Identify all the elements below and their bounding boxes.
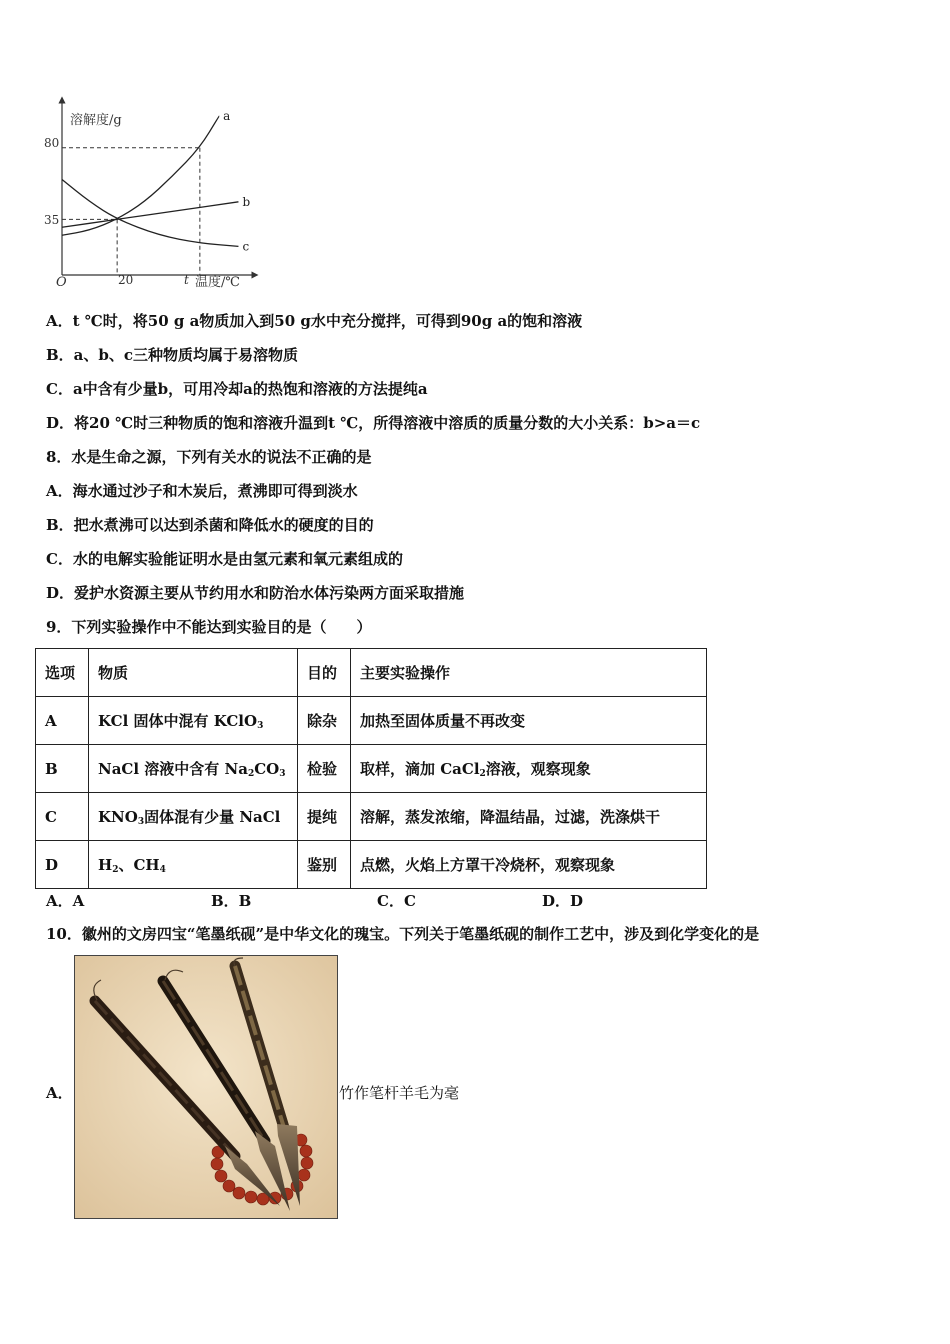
- row-option: A: [36, 697, 89, 745]
- y-tick-80: 80: [44, 136, 60, 150]
- header-option: 选项: [36, 649, 89, 697]
- row-substance: $H_2$、$CH_4$: [89, 841, 298, 889]
- x-tick-20: 20: [118, 273, 134, 287]
- curve-c: [62, 180, 238, 247]
- curve-label-a: a: [223, 108, 231, 123]
- q8-option-c: C．水的电解实验能证明水是由氢元素和氧元素组成的: [46, 550, 403, 568]
- row-substance: KCl 固体中混有 KClO$_3$: [89, 697, 298, 745]
- q7-option-d: D．将20 ℃时三种物质的饱和溶液升温到t ℃，所得溶液中溶质的质量分数的大小关系：b>a＝c: [46, 414, 701, 432]
- q9-choice-d: D．D: [542, 892, 584, 910]
- row-purpose: 鉴别: [298, 841, 351, 889]
- curve-a: [62, 116, 219, 235]
- q8-option-a: A．海水通过沙子和木炭后，煮沸即可得到淡水: [46, 482, 358, 500]
- row-option: D: [36, 841, 89, 889]
- x-axis-label: 温度/℃: [195, 275, 240, 290]
- header-purpose: 目的: [298, 649, 351, 697]
- row-purpose: 除杂: [298, 697, 351, 745]
- curve-label-b: b: [242, 194, 251, 209]
- origin-label: O: [56, 275, 67, 290]
- q7-option-c: C．a中含有少量b，可用冷却a的热饱和溶液的方法提纯a: [46, 380, 428, 398]
- q8-option-d: D．爱护水资源主要从节约用水和防治水体污染两方面采取措施: [46, 584, 465, 602]
- table-header-row: [36, 649, 707, 697]
- row-option: C: [36, 793, 89, 841]
- x-tick-t: t: [184, 273, 189, 287]
- q10-stem: 10．徽州的文房四宝“笔墨纸砚”是中华文化的瑰宝。下列关于笔墨纸砚的制作工艺中，涉及到化学变化的是: [46, 925, 760, 943]
- table-row: [36, 841, 707, 889]
- row-operation: 加热至固体质量不再改变: [351, 697, 707, 745]
- q9-choice-a: A．A: [46, 892, 85, 910]
- q8-stem: 8．水是生命之源，下列有关水的说法不正确的是: [46, 448, 372, 466]
- row-substance: $KNO_3$固体混有少量 NaCl: [89, 793, 298, 841]
- q10-option-a-label: A．: [46, 1084, 73, 1102]
- row-operation: 取样，滴加 CaCl$_2$溶液，观察现象: [351, 745, 707, 793]
- curve-label-c: c: [242, 239, 250, 254]
- table-row: [36, 793, 707, 841]
- row-substance: NaCl 溶液中含有 $Na_2CO_3$: [89, 745, 298, 793]
- q7-option-b: B．a、b、c三种物质均属于易溶物质: [46, 346, 299, 364]
- row-option: B: [36, 745, 89, 793]
- solubility-chart: [40, 90, 270, 295]
- q7-option-a: A．t ℃时，将50 g a物质加入到50 g水中充分搅拌，可得到90g a的饱和溶液: [46, 312, 583, 330]
- q9-table: [35, 648, 707, 889]
- q10-option-a-caption: 竹作笔杆羊毛为毫: [339, 1084, 460, 1102]
- row-operation: 点燃，火焰上方罩干冷烧杯，观察现象: [351, 841, 707, 889]
- row-purpose: 检验: [298, 745, 351, 793]
- header-substance: 物质: [89, 649, 298, 697]
- table-row: [36, 697, 707, 745]
- q9-stem: 9．下列实验操作中不能达到实验目的是（ ）: [46, 618, 372, 636]
- header-operation: 主要实验操作: [351, 649, 707, 697]
- y-tick-35: 35: [44, 213, 60, 227]
- row-purpose: 提纯: [298, 793, 351, 841]
- y-axis-label: 溶解度/g: [70, 113, 122, 128]
- brush-photo: [74, 955, 338, 1219]
- curve-b: [62, 202, 238, 227]
- q9-choice-c: C．C: [377, 892, 416, 910]
- table-row: [36, 745, 707, 793]
- q8-option-b: B．把水煮沸可以达到杀菌和降低水的硬度的目的: [46, 516, 374, 534]
- q9-choice-b: B．B: [211, 892, 252, 910]
- row-operation: 溶解，蒸发浓缩，降温结晶，过滤，洗涤烘干: [351, 793, 707, 841]
